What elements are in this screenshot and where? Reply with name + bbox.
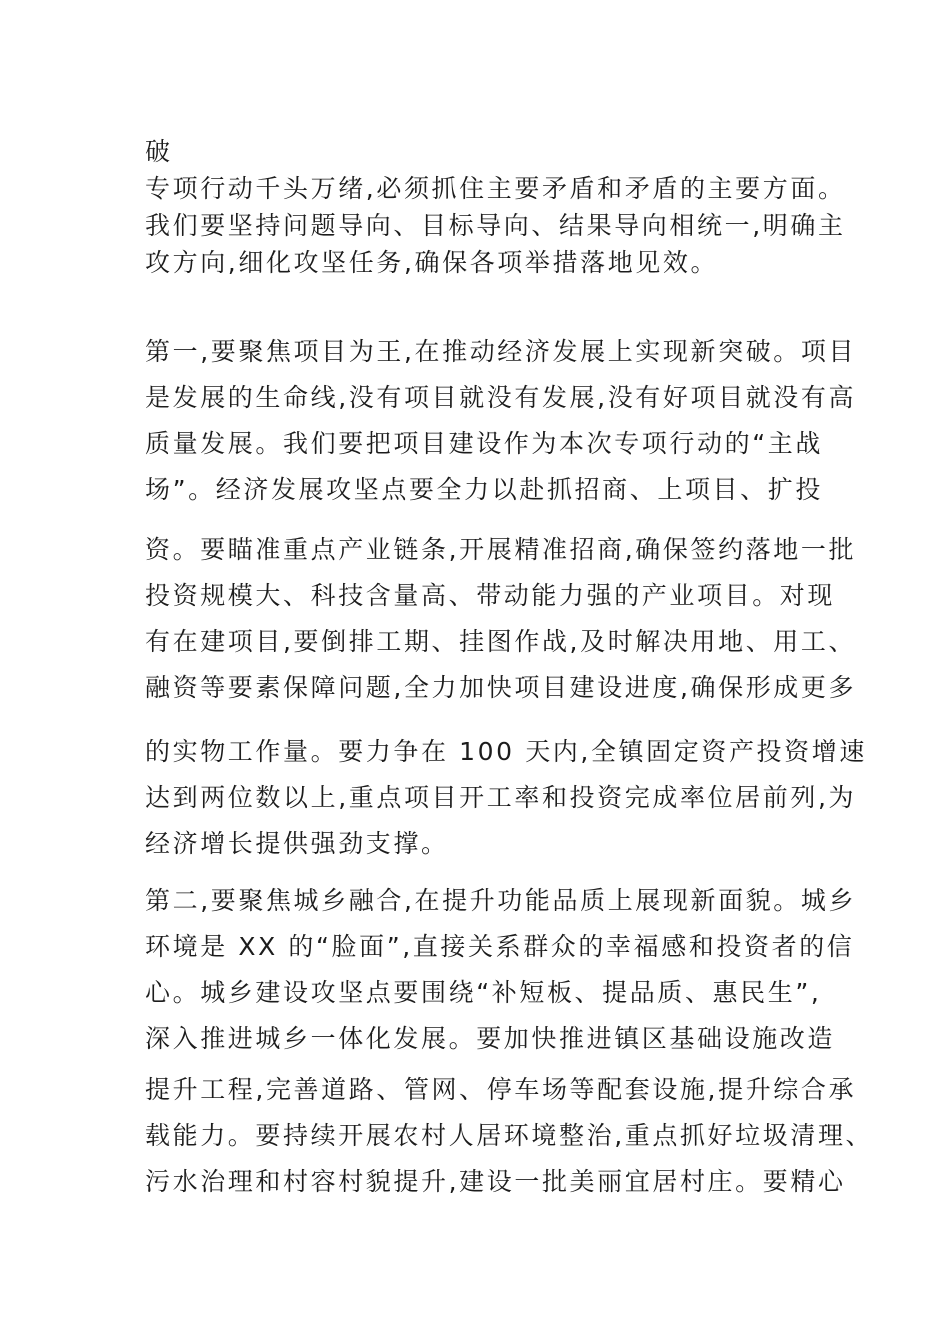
text-line: 达到两位数以上,重点项目开工率和投资完成率位居前列,为 — [145, 783, 857, 812]
text-line: 是发展的生命线,没有项目就没有发展,没有好项目就没有高 — [145, 383, 857, 412]
text-line: 有在建项目,要倒排工期、挂图作战,及时解决用地、用工、 — [145, 627, 857, 656]
text-line: 心。城乡建设攻坚点要围绕“补短板、提品质、惠民生”, — [145, 978, 822, 1007]
text-line: 经济增长提供强劲支撑。 — [145, 829, 449, 858]
text-line: 场”。经济发展攻坚点要全力以赴抓招商、上项目、扩投 — [145, 475, 823, 504]
text-line: 融资等要素保障问题,全力加快项目建设进度,确保形成更多 — [145, 673, 857, 702]
text-line: 攻方向,细化攻坚任务,确保各项举措落地见效。 — [145, 248, 719, 277]
text-line: 投资规模大、科技含量高、带动能力强的产业项目。对现 — [145, 581, 836, 610]
text-line: 载能力。要持续开展农村人居环境整治,重点抓好垃圾清理、 — [145, 1121, 874, 1150]
text-line: 第一,要聚焦项目为王,在推动经济发展上实现新突破。项目 — [145, 337, 857, 366]
text-line: 资。要瞄准重点产业链条,开展精准招商,确保签约落地一批 — [145, 535, 857, 564]
text-line: 环境是 XX 的“脸面”,直接关系群众的幸福感和投资者的信 — [145, 932, 855, 961]
text-line: 的实物工作量。要力争在 100 天内,全镇固定资产投资增速 — [145, 737, 867, 766]
text-line: 深入推进城乡一体化发展。要加快推进镇区基础设施改造 — [145, 1024, 836, 1053]
text-line: 我们要坚持问题导向、目标导向、结果导向相统一,明确主 — [145, 211, 846, 240]
text-line: 专项行动千头万绪,必须抓住主要矛盾和矛盾的主要方面。 — [145, 174, 846, 203]
text-line: 破 — [145, 137, 173, 166]
text-line: 污水治理和村容村貌提升,建设一批美丽宜居村庄。要精心 — [145, 1167, 846, 1196]
text-line: 质量发展。我们要把项目建设作为本次专项行动的“主战 — [145, 429, 823, 458]
text-line: 第二,要聚焦城乡融合,在提升功能品质上展现新面貌。城乡 — [145, 886, 857, 915]
text-line: 提升工程,完善道路、管网、停车场等配套设施,提升综合承 — [145, 1075, 857, 1104]
